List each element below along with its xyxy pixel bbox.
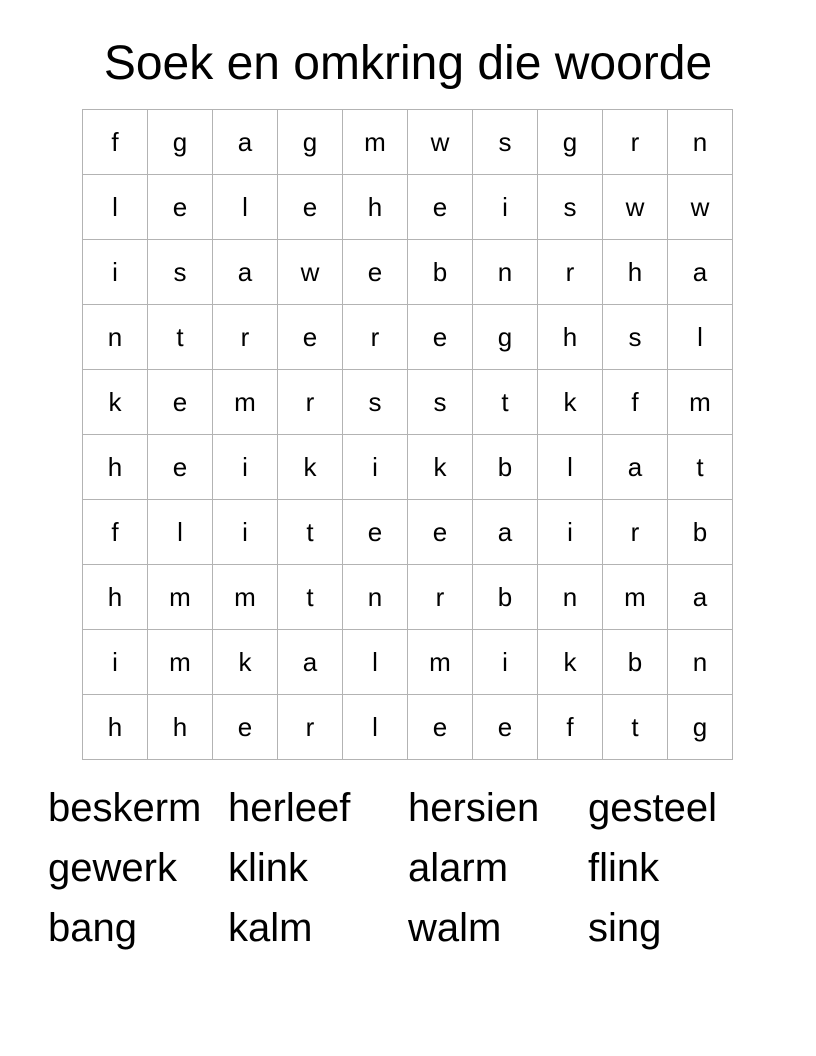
grid-cell[interactable]: w <box>278 240 343 305</box>
grid-cell[interactable]: n <box>538 565 603 630</box>
grid-cell[interactable]: a <box>213 240 278 305</box>
grid-cell[interactable]: a <box>213 110 278 175</box>
grid-cell[interactable]: k <box>278 435 343 500</box>
grid-cell[interactable]: h <box>83 695 148 760</box>
grid-cell[interactable]: i <box>213 500 278 565</box>
grid-cell[interactable]: a <box>668 240 733 305</box>
grid-cell[interactable]: l <box>343 630 408 695</box>
grid-row <box>83 435 733 500</box>
grid-cell[interactable]: f <box>83 110 148 175</box>
grid-cell[interactable]: n <box>473 240 538 305</box>
grid-cell[interactable]: m <box>668 370 733 435</box>
grid-cell[interactable]: r <box>603 500 668 565</box>
grid-cell[interactable]: e <box>278 175 343 240</box>
grid-cell[interactable]: e <box>213 695 278 760</box>
grid-cell[interactable]: e <box>148 370 213 435</box>
word-list-item: beskerm <box>48 786 202 830</box>
word-list-item: sing <box>588 906 662 950</box>
word-list-item: walm <box>408 906 502 950</box>
grid-cell[interactable]: b <box>668 500 733 565</box>
grid-cell[interactable]: g <box>473 305 538 370</box>
grid-cell[interactable]: h <box>538 305 603 370</box>
word-list-item: flink <box>588 846 660 890</box>
word-list <box>48 783 788 963</box>
grid-row <box>83 500 733 565</box>
grid-cell[interactable]: i <box>83 240 148 305</box>
grid-cell[interactable]: f <box>538 695 603 760</box>
grid-row <box>83 175 733 240</box>
grid-cell[interactable]: m <box>213 565 278 630</box>
grid-cell[interactable]: r <box>278 695 343 760</box>
grid-cell[interactable]: a <box>473 500 538 565</box>
grid-cell[interactable]: a <box>603 435 668 500</box>
grid-cell[interactable]: l <box>213 175 278 240</box>
grid-cell[interactable]: n <box>668 630 733 695</box>
grid-cell[interactable]: m <box>343 110 408 175</box>
grid-cell[interactable]: m <box>148 565 213 630</box>
grid-cell[interactable]: t <box>278 500 343 565</box>
grid-cell[interactable]: t <box>668 435 733 500</box>
grid-cell[interactable]: g <box>668 695 733 760</box>
grid-cell[interactable]: w <box>668 175 733 240</box>
grid-cell[interactable]: i <box>473 630 538 695</box>
grid-cell[interactable]: s <box>148 240 213 305</box>
word-list-item: kalm <box>228 906 313 950</box>
grid-cell[interactable]: i <box>538 500 603 565</box>
grid-cell[interactable]: e <box>408 500 473 565</box>
grid-cell[interactable]: t <box>603 695 668 760</box>
grid-row <box>83 695 733 760</box>
grid-cell[interactable]: s <box>473 110 538 175</box>
grid-cell[interactable]: e <box>148 435 213 500</box>
grid-cell[interactable]: g <box>148 110 213 175</box>
grid-cell[interactable]: r <box>213 305 278 370</box>
grid-cell[interactable]: r <box>343 305 408 370</box>
grid-cell[interactable]: h <box>83 565 148 630</box>
grid-cell[interactable]: f <box>603 370 668 435</box>
grid-cell[interactable]: l <box>538 435 603 500</box>
grid-cell[interactable]: e <box>408 695 473 760</box>
word-list-item: gewerk <box>48 846 177 890</box>
word-list-item: alarm <box>408 846 509 890</box>
grid-cell[interactable]: k <box>538 630 603 695</box>
grid-cell[interactable]: s <box>538 175 603 240</box>
grid-row <box>83 565 733 630</box>
grid-cell[interactable]: f <box>83 500 148 565</box>
grid-cell[interactable]: k <box>538 370 603 435</box>
grid-cell[interactable]: n <box>343 565 408 630</box>
word-list-item: herleef <box>228 786 351 830</box>
grid-cell[interactable]: r <box>603 110 668 175</box>
word-list-item: bang <box>48 906 137 950</box>
grid-cell[interactable]: g <box>538 110 603 175</box>
grid-row <box>83 305 733 370</box>
grid-cell[interactable]: g <box>278 110 343 175</box>
grid-cell[interactable]: h <box>343 175 408 240</box>
grid-cell[interactable]: e <box>343 240 408 305</box>
grid-cell[interactable]: a <box>668 565 733 630</box>
grid-row <box>83 630 733 695</box>
grid-cell[interactable]: r <box>278 370 343 435</box>
grid-cell[interactable]: e <box>148 175 213 240</box>
grid-cell[interactable]: w <box>408 110 473 175</box>
grid-cell[interactable]: s <box>343 370 408 435</box>
grid-cell[interactable]: b <box>473 435 538 500</box>
grid-cell[interactable]: m <box>408 630 473 695</box>
word-search-grid <box>82 109 733 760</box>
grid-cell[interactable]: i <box>343 435 408 500</box>
grid-cell[interactable]: b <box>408 240 473 305</box>
grid-cell[interactable]: k <box>83 370 148 435</box>
grid-cell[interactable]: l <box>83 175 148 240</box>
grid-cell[interactable]: m <box>603 565 668 630</box>
grid-row <box>83 370 733 435</box>
grid-row <box>83 240 733 305</box>
grid-cell[interactable]: l <box>148 500 213 565</box>
grid-cell[interactable]: e <box>343 500 408 565</box>
grid-cell[interactable]: h <box>603 240 668 305</box>
grid-cell[interactable]: n <box>83 305 148 370</box>
word-list-item: klink <box>228 846 309 890</box>
word-list-item: gesteel <box>588 786 717 830</box>
grid-cell[interactable]: l <box>343 695 408 760</box>
grid-cell[interactable]: w <box>603 175 668 240</box>
grid-cell[interactable]: i <box>83 630 148 695</box>
grid-cell[interactable]: k <box>213 630 278 695</box>
grid-cell[interactable]: e <box>473 695 538 760</box>
grid-cell[interactable]: n <box>668 110 733 175</box>
grid-cell[interactable]: t <box>148 305 213 370</box>
grid-cell[interactable]: a <box>278 630 343 695</box>
grid-cell[interactable]: r <box>408 565 473 630</box>
grid-cell[interactable]: t <box>278 565 343 630</box>
word-list-item: hersien <box>408 786 540 830</box>
grid-cell[interactable]: h <box>83 435 148 500</box>
grid-cell[interactable]: b <box>603 630 668 695</box>
page-title: Soek en omkring die woorde <box>103 37 713 90</box>
grid-cell[interactable]: r <box>538 240 603 305</box>
grid-cell[interactable]: h <box>148 695 213 760</box>
grid-cell[interactable]: m <box>213 370 278 435</box>
grid-cell[interactable]: s <box>603 305 668 370</box>
grid-cell[interactable]: b <box>473 565 538 630</box>
grid-cell[interactable]: t <box>473 370 538 435</box>
grid-cell[interactable]: k <box>408 435 473 500</box>
grid-cell[interactable]: i <box>213 435 278 500</box>
grid-cell[interactable]: m <box>148 630 213 695</box>
grid-cell[interactable]: l <box>668 305 733 370</box>
grid-cell[interactable]: e <box>408 175 473 240</box>
grid-cell[interactable]: s <box>408 370 473 435</box>
grid-cell[interactable]: e <box>278 305 343 370</box>
grid-cell[interactable]: e <box>408 305 473 370</box>
grid-row <box>83 110 733 175</box>
grid-cell[interactable]: i <box>473 175 538 240</box>
